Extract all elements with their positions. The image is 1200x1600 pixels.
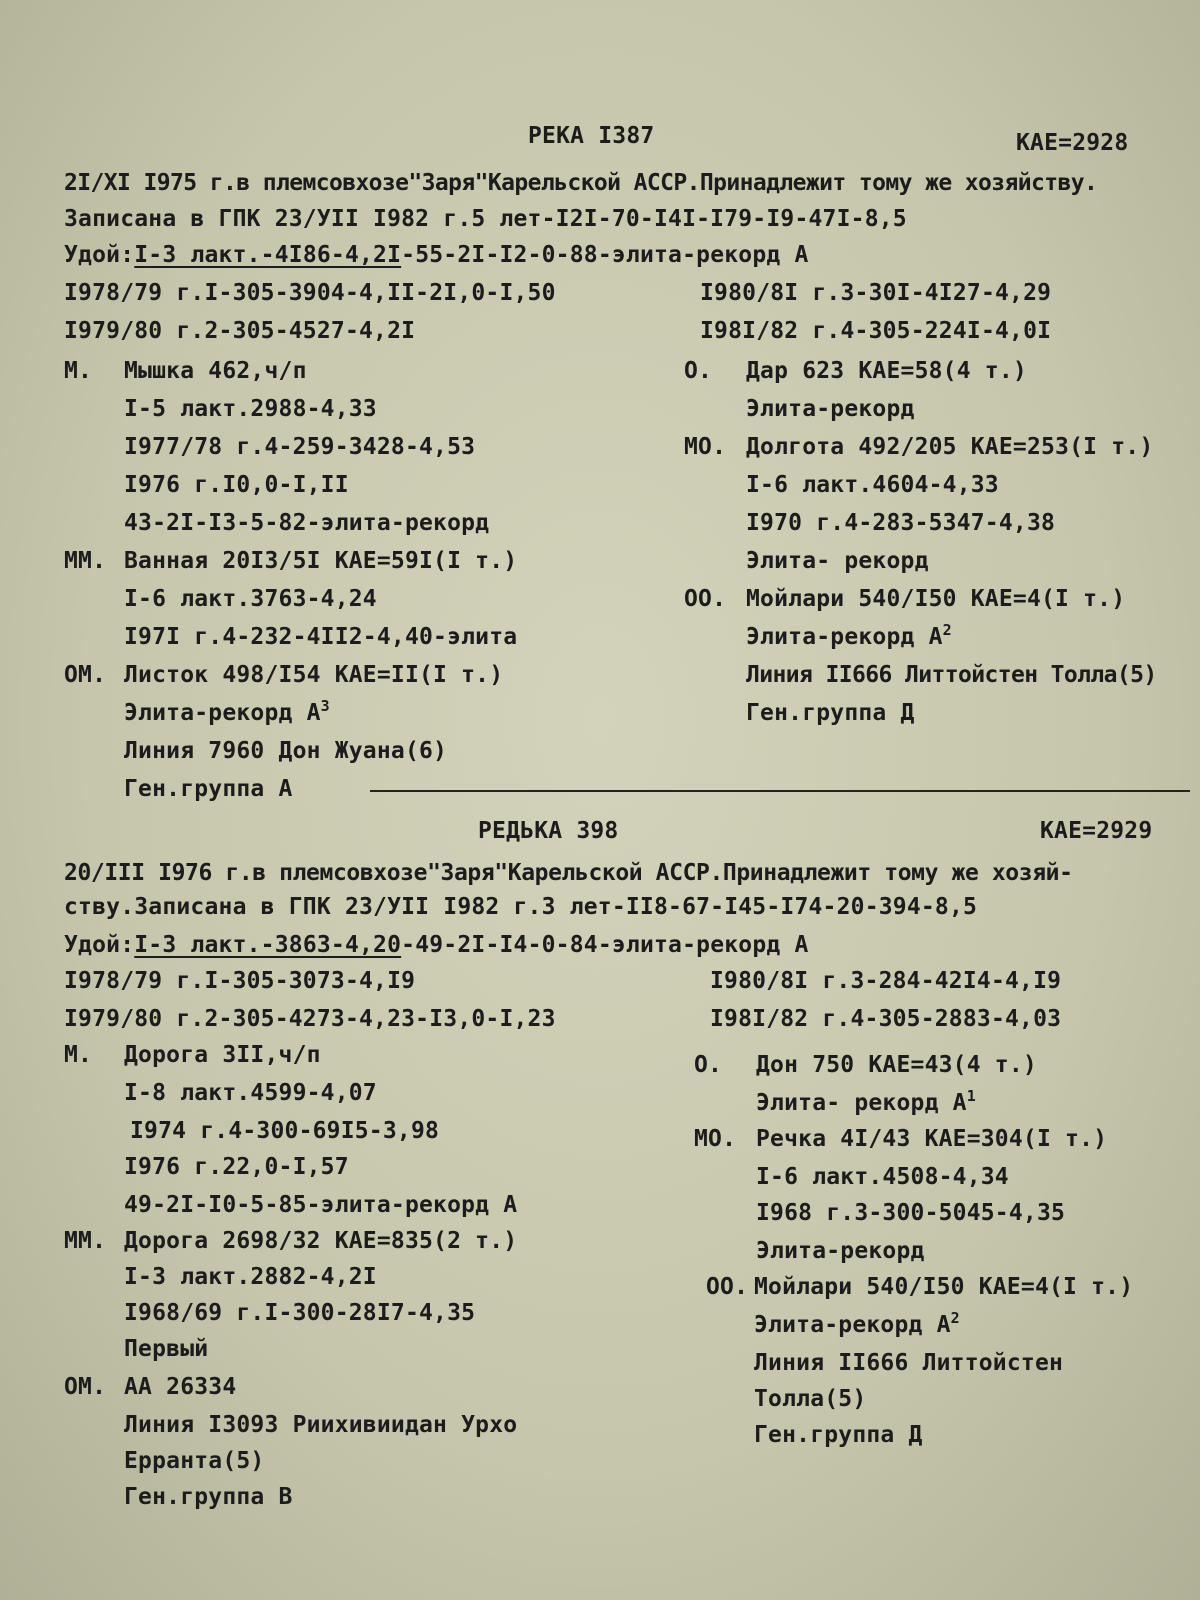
entry2-year-left-1: I979/80 г.2-305-4273-4,23-I3,0-I,23 [64, 1006, 556, 1032]
yield-label: Удой: [64, 242, 135, 268]
entry2-oo-line-0: Мойлари 540/I50 КАЕ=4(I т.) [754, 1274, 1134, 1300]
entry2-year-right-0: I980/8I г.3-284-42I4-4,I9 [710, 968, 1062, 994]
entry1-mm-line-2: I97I г.4-232-4II2-4,40-элита [124, 624, 518, 650]
entry1-title: РЕКА I387 [528, 123, 655, 149]
entry2-mo-line-2: I968 г.3-300-5045-4,35 [756, 1200, 1066, 1226]
yield-rest: -55-2I-I2-0-88-элита-рекорд А [401, 242, 809, 268]
entry2-yield-line [64, 930, 809, 960]
entry1-om-line-3: Ген.группа А [124, 776, 293, 802]
entry2-oo-line-1 [754, 1310, 960, 1340]
entry1-mm-line-1: I-6 лакт.3763-4,24 [124, 586, 377, 612]
entry2-m-line-1: I-8 лакт.4599-4,07 [124, 1080, 377, 1106]
entry1-mm-label: ММ. [64, 548, 107, 574]
entry2-m-label: М. [64, 1042, 93, 1068]
entry1-m-line-2: I977/78 г.4-259-3428-4,53 [124, 434, 476, 460]
entry1-m-line-4: 43-2I-I3-5-82-элита-рекорд [124, 510, 490, 536]
entry2-om-line-1: Линия I3093 Риихивиидан Урхо [124, 1412, 518, 1438]
entry1-year-right-1: I98I/82 г.4-305-224I-4,0I [700, 318, 1052, 344]
entry2-o-line-0: Дон 750 КАЕ=43(4 т.) [756, 1052, 1037, 1078]
oo-elite-text: Элита-рекорд А [746, 624, 943, 650]
entry1-mo-line-1: I-6 лакт.4604-4,33 [746, 472, 999, 498]
entry1-oo-line-1 [746, 622, 952, 652]
entry1-o-label: О. [684, 358, 713, 384]
oo-elite-text: Элита-рекорд А [754, 1312, 951, 1338]
entry1-m-line-0: Мышка 462,ч/п [124, 358, 307, 384]
entry1-mo-line-0: Долгота 492/205 КАЕ=253(I т.) [746, 434, 1154, 460]
entry2-mm-line-2: I968/69 г.I-300-28I7-4,35 [124, 1300, 476, 1326]
entry2-title: РЕДЬКА 398 [478, 818, 619, 844]
o-elite-text: Элита- рекорд А [756, 1090, 967, 1116]
entry-divider [370, 790, 1190, 792]
entry1-kae: КАЕ=2928 [1016, 130, 1129, 156]
entry1-om-line-0: Листок 498/I54 КАЕ=II(I т.) [124, 662, 504, 688]
superscript: 3 [320, 697, 330, 715]
entry1-year-left-0: I978/79 г.I-305-3904-4,II-2I,0-I,50 [64, 280, 556, 306]
entry1-o-line-0: Дар 623 КАЕ=58(4 т.) [746, 358, 1027, 384]
entry1-o-line-1: Элита-рекорд [746, 396, 915, 422]
entry1-oo-line-0: Мойлари 540/I50 КАЕ=4(I т.) [746, 586, 1126, 612]
entry2-mo-line-1: I-6 лакт.4508-4,34 [756, 1164, 1009, 1190]
entry2-mm-line-1: I-3 лакт.2882-4,2I [124, 1264, 377, 1290]
entry2-m-line-0: Дорога 3II,ч/п [124, 1042, 321, 1068]
entry2-mm-label: ММ. [64, 1228, 107, 1254]
entry1-m-label: М. [64, 358, 93, 384]
entry1-year-right-0: I980/8I г.3-30I-4I27-4,29 [700, 280, 1052, 306]
entry2-oo-line-4: Ген.группа Д [754, 1422, 923, 1448]
entry2-year-right-1: I98I/82 г.4-305-2883-4,03 [710, 1006, 1062, 1032]
entry1-oo-line-2: Линия II666 Литтойстен Толла(5) [746, 662, 1157, 688]
entry2-o-line-1 [756, 1088, 976, 1118]
entry1-om-label: ОМ. [64, 662, 107, 688]
entry1-m-line-1: I-5 лакт.2988-4,33 [124, 396, 377, 422]
entry2-mm-line-0: Дорога 2698/32 КАЕ=835(2 т.) [124, 1228, 518, 1254]
entry1-mo-label: МО. [684, 434, 727, 460]
entry2-oo-line-2: Линия II666 Литтойстен [754, 1350, 1064, 1376]
entry2-m-line-3: I976 г.22,0-I,57 [124, 1154, 349, 1180]
yield-rest: -49-2I-I4-0-84-элита-рекорд А [401, 932, 809, 958]
entry2-om-line-2: Ерранта(5) [124, 1448, 265, 1474]
entry2-oo-label: ОО. [706, 1274, 749, 1300]
entry1-mo-line-3: Элита- рекорд [746, 548, 929, 574]
entry2-oo-line-3: Толла(5) [754, 1386, 867, 1412]
entry2-o-label: О. [694, 1052, 723, 1078]
entry1-oo-line-3: Ген.группа Д [746, 700, 915, 726]
yield-label: Удой: [64, 932, 135, 958]
entry1-mo-line-2: I970 г.4-283-5347-4,38 [746, 510, 1056, 536]
entry1-om-line-1 [124, 698, 330, 728]
superscript: 2 [942, 621, 952, 639]
entry2-registration-line: ству.Записана в ГПК 23/УII I982 г.3 лет-II8-67-I45-I74-20-394-8,5 [64, 894, 978, 920]
entry2-mo-line-3: Элита-рекорд [756, 1238, 925, 1264]
entry2-mo-line-0: Речка 4I/43 КАЕ=304(I т.) [756, 1126, 1108, 1152]
entry2-year-left-0: I978/79 г.I-305-3073-4,I9 [64, 968, 416, 994]
entry2-om-line-3: Ген.группа В [124, 1484, 293, 1510]
yield-underlined: I-3 лакт.-3863-4,20 [134, 932, 402, 958]
entry2-m-line-2: I974 г.4-300-69I5-3,98 [130, 1118, 440, 1144]
entry2-m-line-4: 49-2I-I0-5-85-элита-рекорд А [124, 1192, 518, 1218]
entry1-mm-line-0: Ванная 20I3/5I КАЕ=59I(I т.) [124, 548, 518, 574]
entry1-yield-line [64, 240, 809, 270]
entry1-origin-line: 2I/XI I975 г.в племсовхозе"Заря"Карельской АССР.Принадлежит тому же хозяйству. [64, 170, 1098, 196]
entry2-om-label: ОМ. [64, 1374, 107, 1400]
entry2-origin-line: 20/III I976 г.в племсовхозе"Заря"Карельской АССР.Принадлежит тому же хозяй- [64, 860, 1073, 886]
entry2-om-line-0: АА 26334 [124, 1374, 237, 1400]
yield-underlined: I-3 лакт.-4I86-4,2I [134, 242, 402, 268]
superscript: 2 [950, 1309, 960, 1327]
om-elite-text: Элита-рекорд А [124, 700, 321, 726]
entry1-m-line-3: I976 г.I0,0-I,II [124, 472, 349, 498]
entry1-om-line-2: Линия 7960 Дон Жуана(6) [124, 738, 448, 764]
entry2-kae: КАЕ=2929 [1040, 818, 1153, 844]
superscript: 1 [966, 1087, 976, 1105]
entry2-mm-line-3: Первый [124, 1336, 209, 1362]
entry1-year-left-1: I979/80 г.2-305-4527-4,2I [64, 318, 416, 344]
entry1-oo-label: ОО. [684, 586, 727, 612]
entry1-registration-line: Записана в ГПК 23/УII I982 г.5 лет-I2I-70-I4I-I79-I9-47I-8,5 [64, 206, 907, 232]
entry2-mo-label: МО. [694, 1126, 737, 1152]
